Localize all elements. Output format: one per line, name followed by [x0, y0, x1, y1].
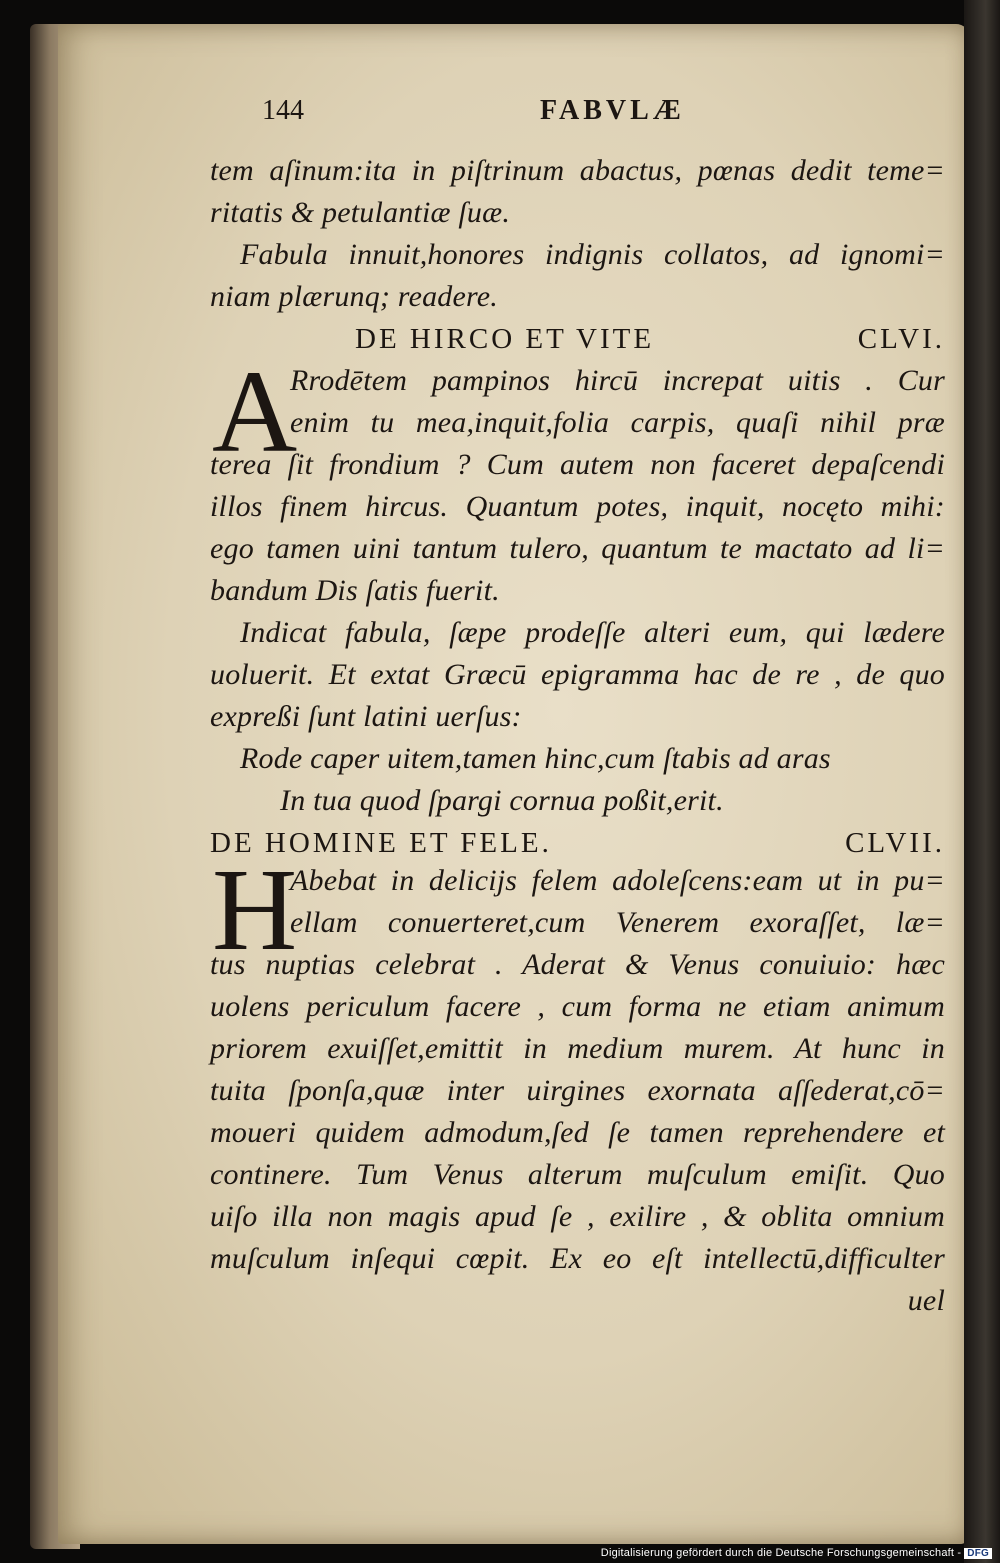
- drop-cap: A: [212, 346, 298, 477]
- text-line: priorem exuiſſet,emittit in medium murem. At hunc in: [210, 1032, 945, 1065]
- text-line: ritatis & petulantiæ ſuæ.: [210, 196, 511, 229]
- verse-line: In tua quod ſpargi cornua poßit,erit.: [280, 784, 724, 817]
- text-line: tem aſinum:ita in piſtrinum abactus, pœnas dedit teme=: [210, 154, 945, 187]
- fable-title: DE HOMINE ET FELE.: [210, 827, 552, 859]
- text-line: tus nuptias celebrat . Aderat & Venus conuiuio: hæc: [210, 948, 945, 981]
- fable-title: DE HIRCO ET VITE: [355, 323, 655, 355]
- text-line: terea ſit frondium ? Cum autem non faceret depaſcendi: [210, 448, 945, 481]
- text-line: Rrodētem pampinos hircū increpat uitis . Cur: [290, 364, 945, 397]
- drop-cap: H: [212, 844, 298, 975]
- fable-number: CLVI.: [857, 323, 945, 355]
- text-line: moueri quidem admodum,ſed ſe tamen reprehendere et: [210, 1116, 945, 1149]
- credit-text: Digitalisierung gefördert durch die Deutsche Forschungsgemeinschaft -: [600, 1547, 962, 1559]
- text-line: expreßi ſunt latini uerſus:: [210, 700, 522, 733]
- text-line: ellam conuerteret,cum Venerem exoraſſet, læ=: [290, 906, 945, 939]
- fable-heading: [355, 318, 945, 360]
- text-line: continere. Tum Venus alterum muſculum emiſit. Quo: [210, 1158, 945, 1191]
- running-title: FABVLÆ: [540, 95, 685, 126]
- text-line: Indicat fabula, ſæpe prodeſſe alteri eum, qui lædere: [240, 616, 945, 649]
- text-line: uolens periculum facere , cum forma ne etiam animum: [210, 990, 945, 1023]
- catchword: uel: [907, 1284, 945, 1317]
- text-line: Abebat in delicijs felem adoleſcens:eam ut in pu=: [290, 864, 945, 897]
- text-line: Fabula innuit,honores indignis collatos, ad ignomi=: [240, 238, 945, 271]
- verse-line: Rode caper uitem,tamen hinc,cum ſtabis ad aras: [240, 742, 831, 775]
- text-line: ego tamen uini tantum tulero, quantum te mactato ad li=: [210, 532, 945, 565]
- fable-heading: [210, 822, 945, 864]
- dfg-logo: DFG: [964, 1548, 992, 1559]
- text-line: tuita ſponſa,quæ inter uirgines exornata aſſederat,cō=: [210, 1074, 945, 1107]
- text-line: enim tu mea,inquit,folia carpis, quaſi nihil præ: [290, 406, 945, 439]
- page-number: 144: [262, 95, 304, 126]
- text-line: bandum Dis ſatis fuerit.: [210, 574, 500, 607]
- text-line: uiſo illa non magis apud ſe , exilire , & oblita omnium: [210, 1200, 945, 1233]
- text-line: illos finem hircus. Quantum potes, inquit, nocęto mihi:: [210, 490, 945, 523]
- page-text: [210, 0, 945, 1563]
- text-line: uoluerit. Et extat Græcū epigramma hac de re , de quo: [210, 658, 945, 691]
- fable-number: CLVII.: [845, 827, 945, 859]
- text-line: niam plærunq; readere.: [210, 280, 498, 313]
- book-spine-edge: [964, 0, 1000, 1563]
- text-line: muſculum inſequi cœpit. Ex eo eſt intellectū,difficulter: [210, 1242, 945, 1275]
- digitization-credit: [601, 1547, 992, 1559]
